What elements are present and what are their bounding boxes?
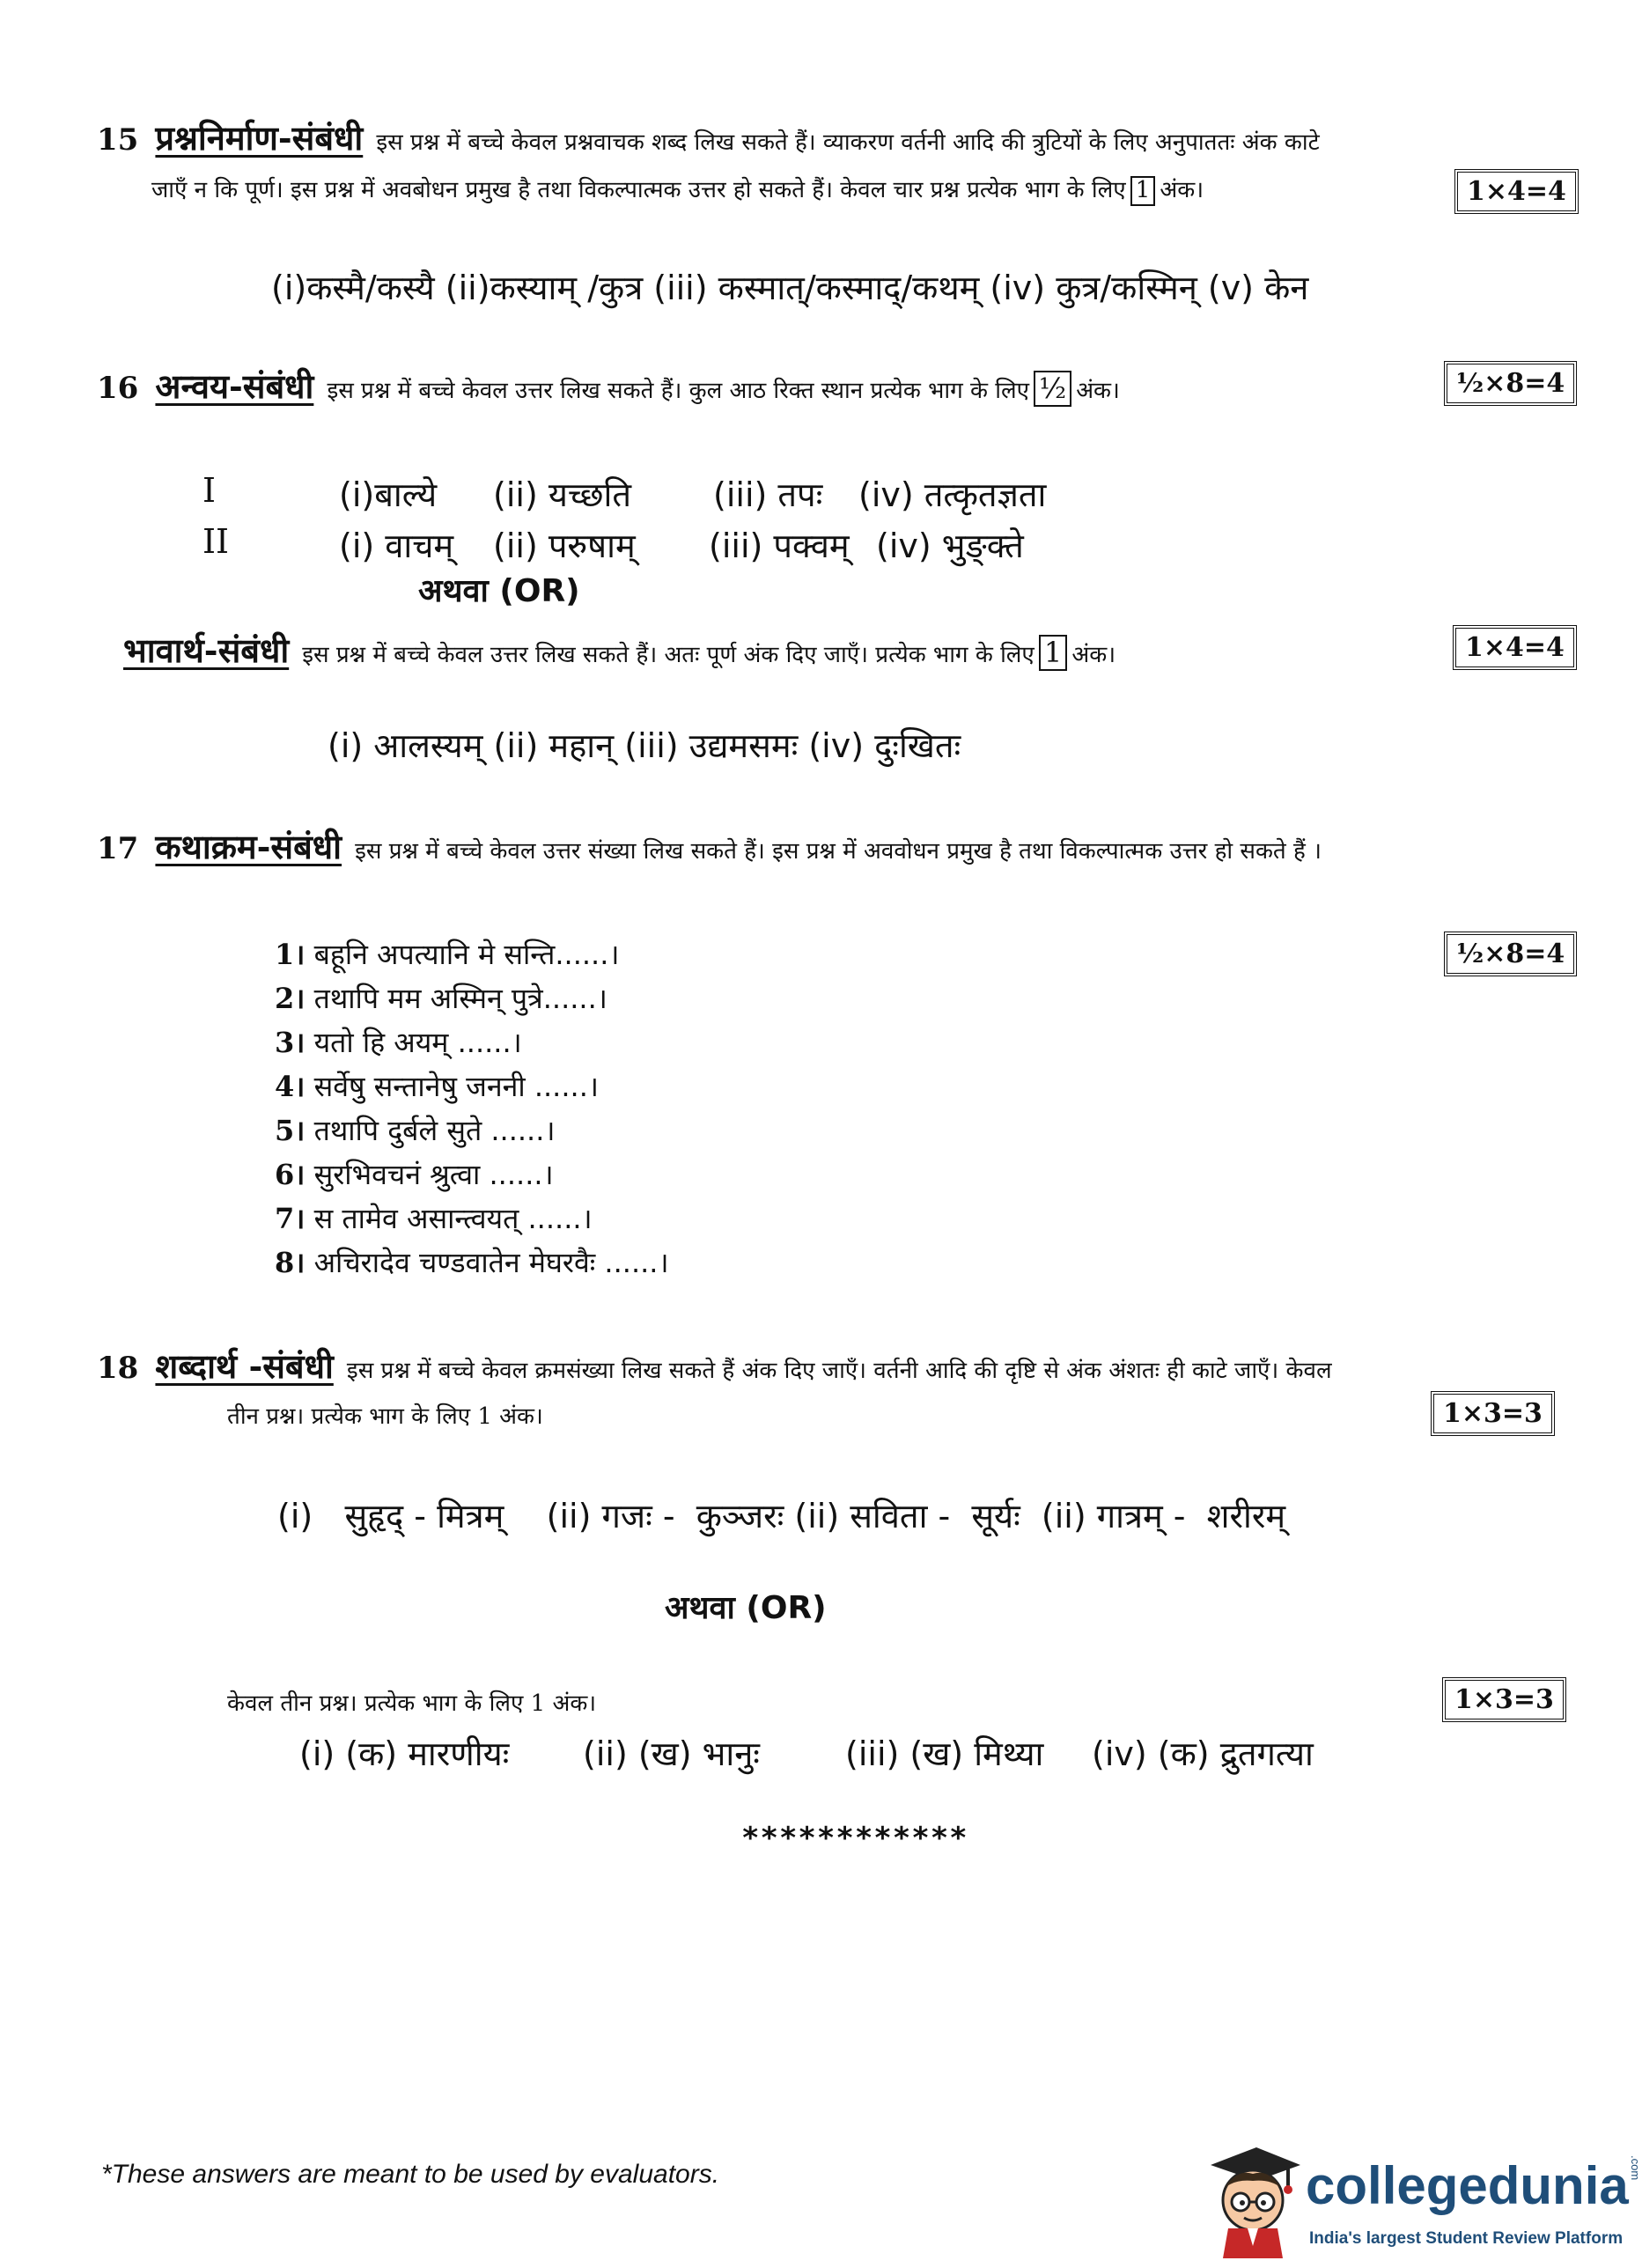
list-item-text: यतो हि अयम् ......।: [313, 1026, 522, 1059]
q17-number: 17: [97, 831, 139, 866]
q15-heading: प्रश्ननिर्माण-संबंधी: [155, 118, 364, 158]
list-item: [275, 1243, 669, 1281]
q16-number: 16: [97, 371, 139, 406]
q18-alt-answers: [299, 1730, 1444, 1779]
list-item: [275, 1067, 599, 1105]
list-item-number: 5।: [275, 1114, 306, 1147]
q15-number: 15: [97, 122, 139, 158]
list-item-number: 3।: [275, 1026, 306, 1059]
q16-alt-marks-box: 1×4=4: [1453, 625, 1577, 670]
list-item-text: तथापि मम अस्मिन् पुत्रे......।: [313, 982, 607, 1015]
list-item-number: 8।: [275, 1246, 306, 1279]
q17-block: [97, 823, 1322, 869]
list-item-number: 1।: [275, 938, 306, 971]
q16-marks-box: ½×8=4: [1444, 361, 1577, 406]
q16-row-1-a: (i)बाल्ये: [339, 475, 438, 514]
q18-alt-line: केवल तीन प्रश्न। प्रत्येक भाग के लिए 1 अंक।: [227, 1690, 597, 1717]
list-item-text: सुरभिवचनं श्रुत्वा ......।: [313, 1158, 554, 1191]
brand-tagline: India's largest Student Review Platform: [1309, 2229, 1624, 2248]
q16-row-2-b: (ii) परुषाम्: [493, 526, 636, 565]
q16-boxed-mark: ½: [1034, 371, 1071, 407]
q16-row-2-d: (iv) भुङ्क्ते: [876, 526, 1024, 565]
list-item-number: 7।: [275, 1202, 306, 1235]
q16-block: [97, 363, 1120, 409]
q16-row-1: [202, 471, 1347, 515]
q15-after: अंक।: [1160, 177, 1204, 203]
q15-line1: इस प्रश्न में बच्चे केवल प्रश्नवाचक शब्द लिख सकते हैं। व्याकरण वर्तनी आदि की त्रुटियों के लिए अनुपाततः अंक काटे: [376, 129, 1320, 156]
q18-line1: इस प्रश्न में बच्चे केवल क्रमसंख्या लिख सकते हैं अंक दिए जाएँ। वर्तनी आदि की दृष्टि से अंक अंशतः ही काटे जाएँ। केवल: [346, 1358, 1332, 1384]
q15-boxed-mark: 1: [1130, 176, 1156, 206]
q16-alt-heading: भावार्थ-संबंधी: [123, 630, 290, 670]
list-item: [275, 1155, 554, 1193]
list-item: [275, 979, 607, 1017]
q18-line2: तीन प्रश्न। प्रत्येक भाग के लिए 1 अंक।: [227, 1403, 543, 1430]
list-item-text: बहूनि अपत्यानि मे सन्ति......।: [313, 938, 620, 971]
q18-answers: (i) सुहृद् - मित्रम् (ii) गजः - कुञ्जरः (ii) सविता - सूर्यः (ii) गात्रम् - शरीरम्: [277, 1497, 1286, 1535]
q17-marks-box: ½×8=4: [1444, 932, 1577, 976]
q18-alt-answer-2: (ii) (ख) भानुः: [583, 1734, 760, 1773]
list-item-text: स तामेव असान्त्वयत् ......।: [313, 1202, 593, 1235]
q15-line2: जाएँ न कि पूर्ण। इस प्रश्न में अवबोधन प्रमुख है तथा विकल्पात्मक उत्तर हो सकते हैं। केवल चार प्रश्न प्रत्येक भाग के लिए: [151, 177, 1126, 203]
q16-row-1-b: (ii) यच्छति: [493, 475, 632, 514]
list-item-number: 4।: [275, 1070, 306, 1103]
q15-answers: (i)कस्मै/कस्यै (ii)कस्याम् /कुत्र (iii) कस्मात्/कस्माद्/कथम् (iv) कुत्र/कस्मिन् (v) केन: [271, 269, 1309, 307]
q16-row-1-label: I: [202, 471, 217, 510]
q18-marks-box: 1×3=3: [1431, 1391, 1555, 1436]
list-item: [275, 1111, 556, 1149]
q16-alt-after: अंक।: [1071, 642, 1116, 668]
q17-list: [275, 935, 891, 1296]
q18-heading: शब्दार्थ -संबंधी: [155, 1346, 334, 1386]
q15-block: [97, 114, 1576, 206]
brand-suffix: .com: [1628, 2155, 1642, 2181]
list-item: [275, 935, 620, 973]
q17-heading: कथाक्रम-संबंधी: [155, 827, 342, 866]
q16-alt-block: [123, 627, 1116, 673]
q16-row-1-d: (iv) तत्कृतज्ञता: [858, 475, 1047, 514]
q16-row-2-label: II: [202, 522, 230, 561]
list-item: [275, 1023, 522, 1061]
list-item-text: अचिरादेव चण्डवातेन मेघरवैः ......।: [313, 1246, 669, 1279]
q16-row-2: [202, 522, 1347, 566]
collegedunia-logo: [1202, 2131, 1642, 2263]
list-item-text: तथापि दुर्बले सुते ......।: [313, 1114, 556, 1147]
q18-alt-marks-box: 1×3=3: [1442, 1677, 1566, 1722]
q16-alt-boxed-mark: 1: [1039, 635, 1067, 671]
list-item: [275, 1199, 593, 1237]
q17-line1: इस प्रश्न में बच्चे केवल उत्तर संख्या लिख सकते हैं। इस प्रश्न में अववोधन प्रमुख है तथा विकल्पात्मक उत्तर हो सकते हैं ।: [355, 838, 1322, 865]
q16-or: अथवा (OR): [418, 573, 580, 609]
brand-name: collegedunia: [1306, 2156, 1629, 2215]
q16-heading: अन्वय-संबंधी: [155, 366, 314, 406]
q18-block: [97, 1343, 1576, 1431]
q16-line1: इस प्रश्न में बच्चे केवल उत्तर लिख सकते हैं। कुल आठ रिक्त स्थान प्रत्येक भाग के लिए: [327, 378, 1029, 404]
q18-alt-answer-4: (iv) (क) द्रुतगत्या: [1092, 1734, 1314, 1773]
q16-alt-line: इस प्रश्न में बच्चे केवल उत्तर लिख सकते हैं। अतः पूर्ण अंक दिए जाएँ। प्रत्येक भाग के लिए: [302, 642, 1035, 668]
list-item-number: 6।: [275, 1158, 306, 1191]
end-stars: ************: [741, 1821, 968, 1856]
q18-number: 18: [97, 1351, 139, 1386]
student-mascot-icon: [1202, 2135, 1303, 2258]
q16-row-2-a: (i) वाचम्: [339, 526, 454, 565]
q18-alt-answer-3: (iii) (ख) मिथ्या: [845, 1734, 1044, 1773]
q16-row-1-c: (iii) तपः: [713, 475, 823, 514]
list-item-text: सर्वेषु सन्तानेषु जननी ......।: [313, 1070, 599, 1103]
q18-or: अथवा (OR): [665, 1590, 827, 1626]
q16-row-2-c: (iii) पक्वम्: [709, 526, 850, 565]
list-item-number: 2।: [275, 982, 306, 1015]
q16-alt-answers: (i) आलस्यम् (ii) महान् (iii) उद्यमसमः (iv) दुःखितः: [328, 726, 961, 765]
q16-after: अंक।: [1076, 378, 1120, 404]
q15-marks-box: 1×4=4: [1454, 169, 1579, 214]
q18-alt-answer-1: (i) (क) मारणीयः: [299, 1734, 510, 1773]
footer-note: *These answers are meant to be used by evaluators.: [101, 2160, 720, 2189]
